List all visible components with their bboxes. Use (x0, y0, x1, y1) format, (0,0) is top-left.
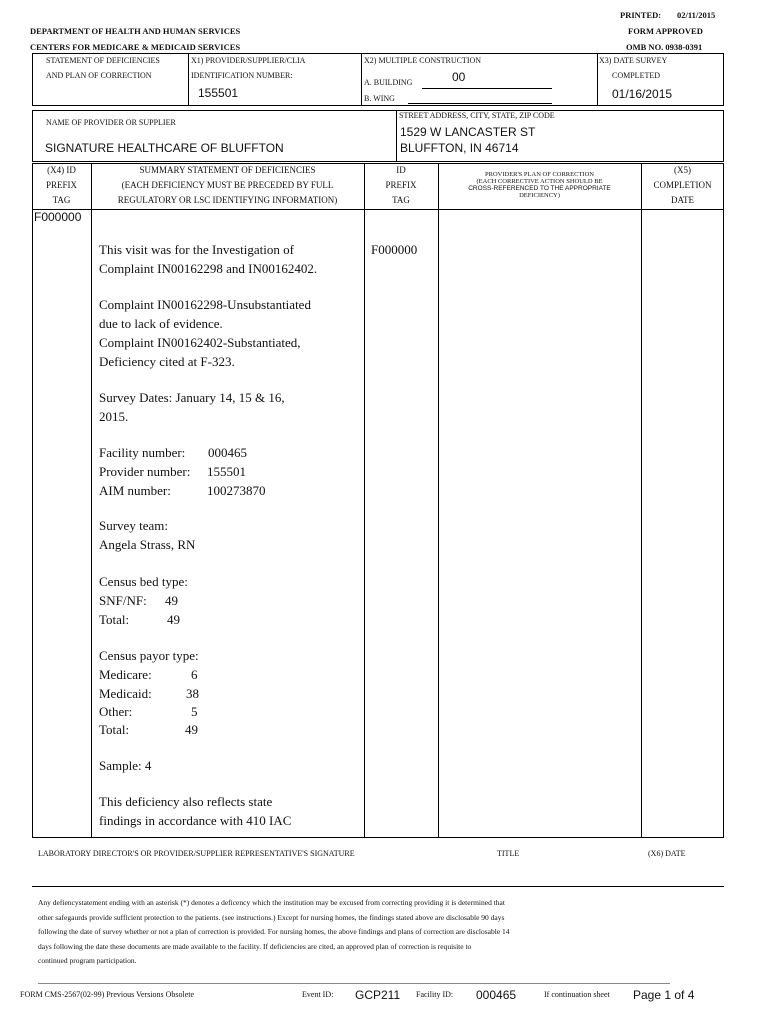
disclaimer-line: continued program participation. (38, 956, 137, 965)
wing-label: B. WING (364, 94, 395, 103)
id-prefix-tag: F000000 (371, 242, 418, 257)
survey-team: Survey team: Angela Strass, RN (99, 518, 196, 552)
census-payor-title: Census payor type: (99, 648, 199, 663)
id-tag-label: TAG (392, 195, 410, 205)
x5-label: (X5) (674, 165, 691, 175)
provider-id-value: 155501 (198, 86, 239, 100)
disclaimer-line: other safegaurds provide sufficient protection to the patients. (see instructions.) Except for nursing homes, the findings stated above are disclosable 90 days (38, 912, 505, 922)
x6-date-label: (X6) DATE (648, 849, 686, 858)
id-prefix-label: PREFIX (385, 180, 417, 190)
completion-label: COMPLETION (653, 180, 712, 190)
total-bed-label: Total: (99, 612, 130, 627)
facility-id-value: 000465 (476, 988, 517, 1002)
date-survey-label: X3) DATE SURVEY (599, 56, 668, 65)
department-title: DEPARTMENT OF HEALTH AND HUMAN SERVICES (30, 26, 241, 36)
disclaimer (38, 896, 718, 969)
x4-tag-label: TAG (52, 195, 71, 205)
street-address-label: STREET ADDRESS, CITY, STATE, ZIP CODE (399, 111, 555, 120)
survey-dates: Survey Dates: January 14, 15 & 16, 2015. (99, 390, 285, 424)
omb-number: OMB NO. 0938-0391 (626, 42, 703, 52)
facility-number-value: 000465 (208, 445, 247, 460)
summary-header-1: SUMMARY STATEMENT OF DEFICIENCIES (139, 165, 316, 175)
facility-number-label: Facility number: (99, 445, 186, 460)
disclaimer-line: following the date of survey whether or not a plan of correction is provided. For nursing homes, the above findings and plans of correction are disclosable 14 (38, 927, 510, 936)
building-value: 00 (452, 70, 466, 84)
address-line-1: 1529 W LANCASTER ST (400, 125, 536, 139)
plan-header-3: CROSS-REFERENCED TO THE APPROPRIATE (468, 185, 611, 192)
summary-header-3: REGULATORY OR LSC IDENTIFYING INFORMATION) (117, 195, 338, 205)
snf-value: 49 (165, 593, 178, 608)
plan-header-1: PROVIDER'S PLAN OF CORRECTION (485, 171, 594, 178)
date-label: DATE (671, 195, 694, 205)
sample-size: Sample: 4 (99, 758, 152, 773)
address-line-2: BLUFFTON, IN 46714 (400, 141, 519, 155)
form-number: FORM CMS-2567(02-99) Previous Versions Obsolete (20, 990, 195, 999)
completed-label: COMPLETED (612, 71, 660, 80)
medicare-value: 6 (191, 667, 198, 682)
visit-paragraph: This visit was for the Investigation of Complaint IN00162298 and IN00162402. (99, 242, 318, 276)
date-survey-value: 01/16/2015 (612, 87, 673, 101)
prefix-tag: F000000 (34, 210, 82, 224)
id-label: ID (396, 165, 406, 175)
provider-name-label: NAME OF PROVIDER OR SUPPLIER (46, 118, 176, 127)
continuation-label: If continuation sheet (544, 990, 610, 999)
form-approved: FORM APPROVED (628, 26, 703, 36)
multiple-construction-label: X2) MULTIPLE CONSTRUCTION (364, 56, 482, 65)
medicaid-label: Medicaid: (99, 686, 152, 701)
snf-label: SNF/NF: (99, 593, 147, 608)
disclaimer-line: days following the date these documents are made available to the facility. If deficiencies are cited, an approved plan of correction is requisite to (38, 941, 472, 951)
census-bed-title: Census bed type: (99, 574, 188, 589)
x4-prefix-label: PREFIX (45, 180, 77, 190)
title-label: TITLE (497, 849, 520, 858)
disclaimer-line: Any defiencystatement ending with an asterisk (*) denotes a deficency which the institution may be excused from correcting providing it is determined that (38, 898, 505, 907)
event-id-label: Event ID: (302, 990, 334, 999)
aim-number-label: AIM number: (99, 483, 171, 498)
event-id-value: GCP211 (355, 988, 401, 1002)
aim-number-value: 100273870 (207, 483, 266, 498)
provider-id-label: X1) PROVIDER/SUPPLIER/CLIA (191, 56, 306, 65)
state-findings: This deficiency also reflects state findings in accordance with 410 IAC (99, 794, 292, 828)
medicare-label: Medicare: (99, 667, 152, 682)
total-payor-value: 49 (185, 722, 198, 737)
building-label: A. BUILDING (364, 78, 413, 87)
facility-id-label: Facility ID: (416, 990, 454, 999)
complaint-paragraph: Complaint IN00162298-Unsubstantiated due to lack of evidence. Complaint IN00162402-Substantiated, Deficiency cited at F-323. (99, 297, 311, 369)
page-number: Page 1 of 4 (633, 988, 695, 1002)
printed-date: 02/11/2015 (677, 10, 716, 20)
other-label: Other: (99, 704, 133, 719)
provider-number-value: 155501 (207, 464, 246, 479)
plan-header-4: DEFICIENCY) (519, 192, 560, 199)
identification-number-label: IDENTIFICATION NUMBER: (191, 71, 293, 80)
provider-number-label: Provider number: (99, 464, 191, 479)
printed-label: PRINTED: (620, 10, 662, 20)
statement-label: STATEMENT OF DEFICIENCIES (46, 56, 160, 65)
centers-title: CENTERS FOR MEDICARE & MEDICAID SERVICES (30, 42, 241, 52)
plan-header-2: (EACH CORRECTIVE ACTION SHOULD BE (476, 178, 603, 185)
other-value: 5 (191, 704, 198, 719)
x4-id-label: (X4) ID (47, 165, 76, 175)
medicaid-value: 38 (186, 686, 199, 701)
signature-label: LABORATORY DIRECTOR'S OR PROVIDER/SUPPLIER REPRESENTATIVE'S SIGNATURE (38, 849, 355, 858)
total-bed-value: 49 (167, 612, 180, 627)
provider-name-value: SIGNATURE HEALTHCARE OF BLUFFTON (45, 141, 284, 155)
summary-header-2: (EACH DEFICIENCY MUST BE PRECEDED BY FULL (121, 180, 334, 190)
total-payor-label: Total: (99, 722, 130, 737)
plan-label: AND PLAN OF CORRECTION (46, 71, 152, 80)
